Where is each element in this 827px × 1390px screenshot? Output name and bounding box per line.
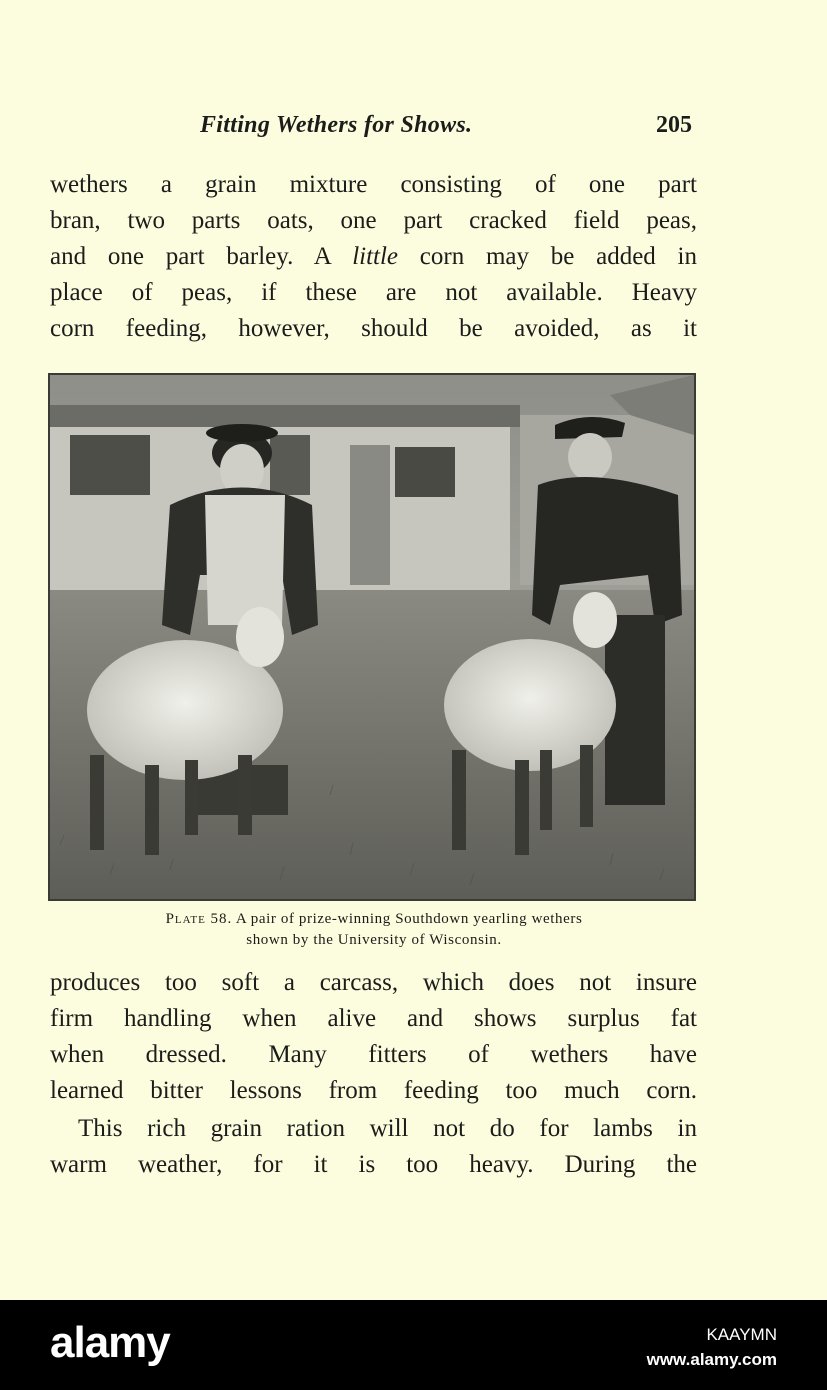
caption-line-1: A pair of prize-winning Southdown yearling wethers <box>235 911 583 927</box>
paragraph-2-line-3: when dressed. Many fitters of wethers have <box>50 1041 697 1068</box>
paragraph-2-line-4: learned bitter lessons from feeding too much corn. <box>50 1077 697 1104</box>
paragraph-1-line-3: and one part barley. A little corn may be added in <box>50 243 697 270</box>
page-number: 205 <box>656 112 692 138</box>
paragraph-3 <box>50 1111 697 1183</box>
paragraph-3-line-2: warm weather, for it is too heavy. During the <box>50 1151 697 1178</box>
plate-label: Plate 58. <box>165 911 233 927</box>
running-head: Fitting Wethers for Shows. <box>200 112 473 138</box>
paragraph-2-line-1: produces too soft a carcass, which does not insure <box>50 969 697 996</box>
caption-line-2: shown by the University of Wisconsin. <box>246 932 502 948</box>
sheep-photo-illustration <box>50 375 694 899</box>
paragraph-1-line-1: wethers a grain mixture consisting of one part <box>50 171 697 198</box>
alamy-logo: alamy <box>50 1318 170 1367</box>
paragraph-1-line-4: place of peas, if these are not available. Heavy <box>50 279 697 306</box>
plate-photograph <box>48 373 696 901</box>
site-url: www.alamy.com <box>646 1350 777 1369</box>
italic-word: little <box>352 243 399 270</box>
paragraph-2 <box>50 965 697 1109</box>
paragraph-1-line-2: bran, two parts oats, one part cracked field peas, <box>50 207 697 234</box>
paragraph-3-line-1: This rich grain ration will not do for lambs in <box>78 1115 697 1142</box>
paragraph-1-line-5: corn feeding, however, should be avoided, as it <box>50 315 697 342</box>
paragraph-1 <box>50 167 697 347</box>
paragraph-2-line-2: firm handling when alive and shows surplus fat <box>50 1005 697 1032</box>
plate-caption <box>66 909 682 951</box>
image-id-block <box>647 1322 777 1372</box>
image-id: KAAYMN <box>706 1325 777 1344</box>
